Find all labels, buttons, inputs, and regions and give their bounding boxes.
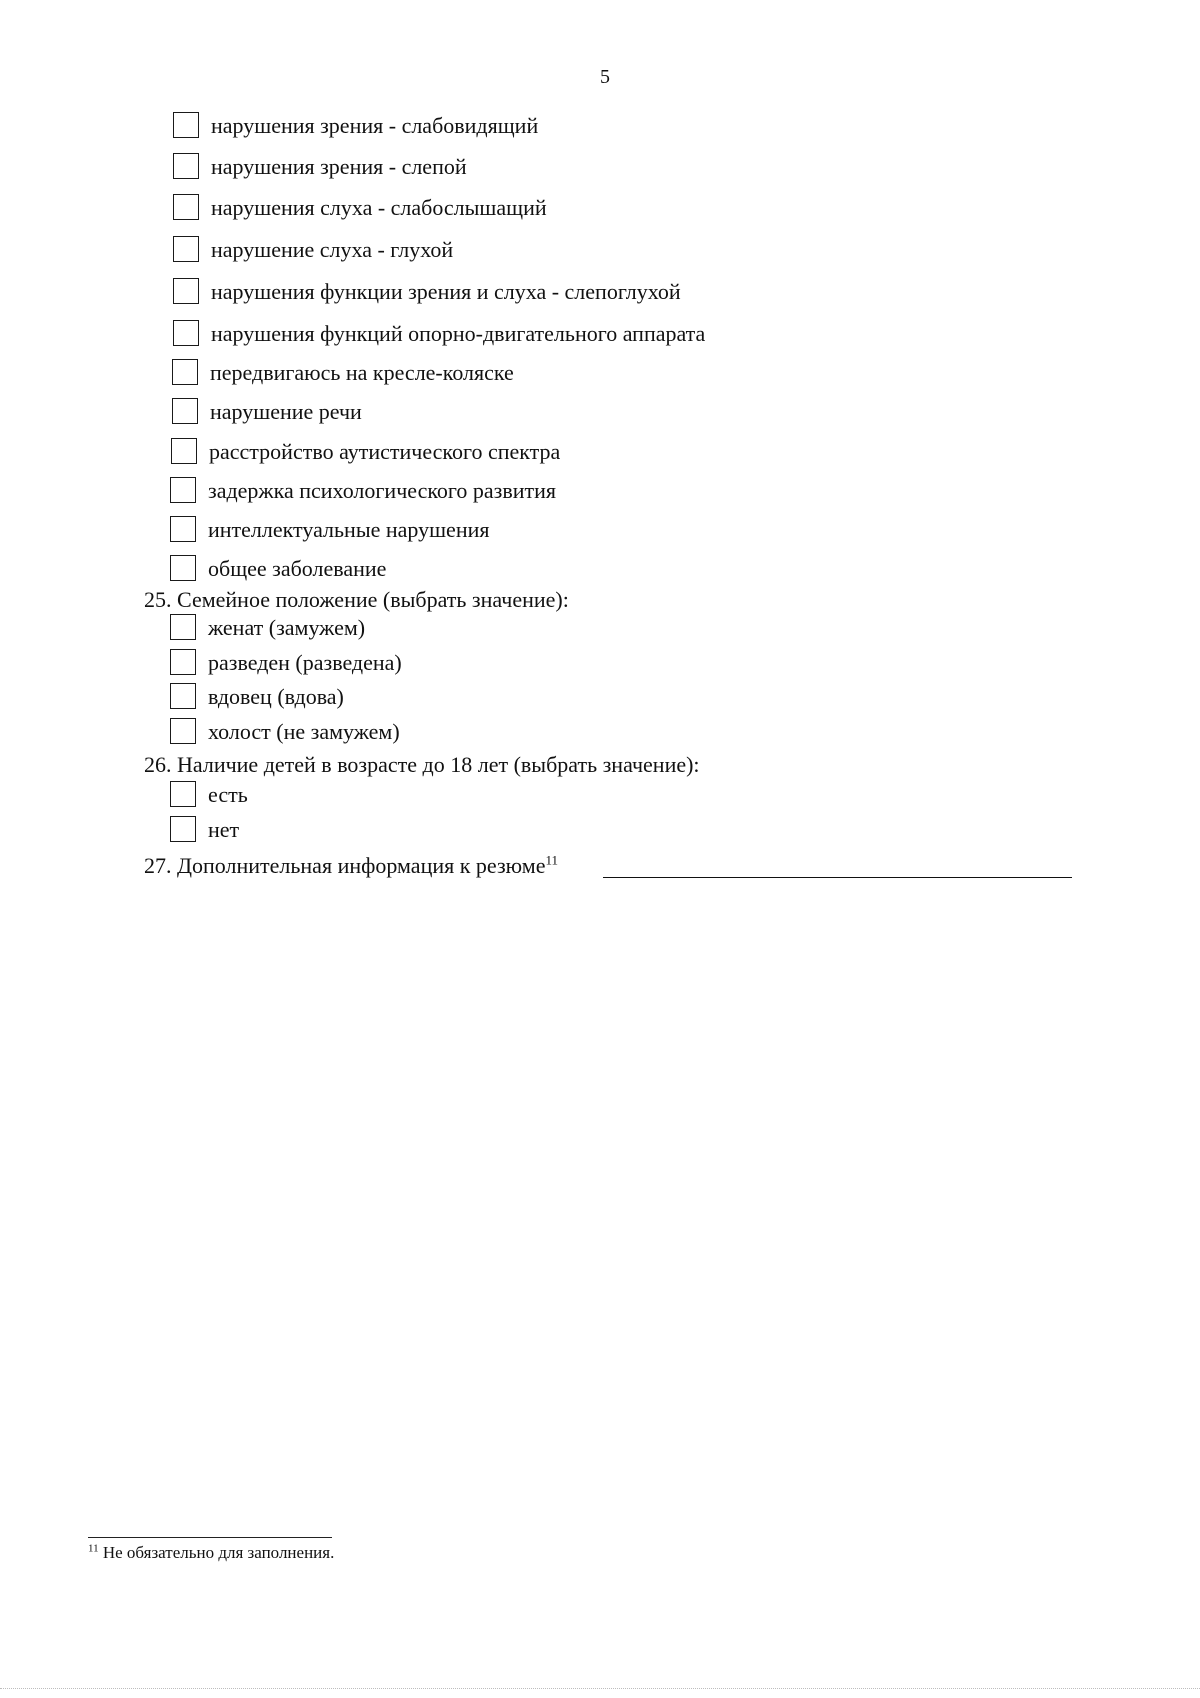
checkbox[interactable] [171, 438, 197, 464]
footnote-number: 11 [88, 1542, 99, 1555]
checkbox[interactable] [172, 359, 198, 385]
checkbox[interactable] [170, 649, 196, 675]
option-label: задержка психологического развития [208, 478, 557, 503]
checkbox[interactable] [170, 516, 196, 542]
question-27-text: 27. Дополнительная информация к резюме [144, 853, 546, 878]
checkbox[interactable] [173, 153, 199, 179]
checkbox[interactable] [170, 683, 196, 709]
option-label: расстройство аутистического спектра [209, 439, 561, 464]
footnote [88, 1543, 334, 1563]
option-label: разведен (разведена) [208, 650, 402, 675]
checkbox[interactable] [173, 320, 199, 346]
question-26-label: 26. Наличие детей в возрасте до 18 лет (выбрать значение): [144, 752, 700, 777]
option-label: нарушения слуха - слабослышащий [211, 195, 547, 220]
checkbox[interactable] [170, 555, 196, 581]
question-27-label [144, 853, 558, 879]
option-label: холост (не замужем) [208, 719, 400, 744]
checkbox[interactable] [170, 718, 196, 744]
page-number: 5 [600, 66, 610, 88]
option-label: вдовец (вдова) [208, 684, 344, 709]
checkbox[interactable] [173, 236, 199, 262]
checkbox[interactable] [172, 398, 198, 424]
option-label: есть [208, 782, 248, 807]
option-label: нарушения функции зрения и слуха - слепоглухой [211, 279, 681, 304]
checkbox[interactable] [173, 278, 199, 304]
footnote-divider [88, 1537, 332, 1538]
option-label: нарушение речи [210, 399, 362, 424]
footnote-ref: 11 [545, 852, 559, 868]
option-label: нарушение слуха - глухой [211, 237, 454, 262]
checkbox[interactable] [173, 194, 199, 220]
scan-edge-line [0, 1688, 1200, 1689]
checkbox[interactable] [170, 477, 196, 503]
option-label: нарушения зрения - слепой [211, 154, 467, 179]
option-label: женат (замужем) [208, 615, 366, 640]
option-label: нарушения зрения - слабовидящий [211, 113, 539, 138]
option-label: общее заболевание [208, 556, 387, 581]
footnote-text: Не обязательно для заполнения. [98, 1543, 335, 1562]
checkbox[interactable] [170, 781, 196, 807]
checkbox[interactable] [170, 614, 196, 640]
option-label: интеллектуальные нарушения [208, 517, 490, 542]
additional-info-field[interactable] [603, 877, 1072, 878]
checkbox[interactable] [170, 816, 196, 842]
question-25-label: 25. Семейное положение (выбрать значение): [144, 587, 569, 612]
checkbox[interactable] [173, 112, 199, 138]
option-label: передвигаюсь на кресле-коляске [210, 360, 514, 385]
option-label: нарушения функций опорно-двигательного аппарата [211, 321, 706, 346]
option-label: нет [208, 817, 240, 842]
